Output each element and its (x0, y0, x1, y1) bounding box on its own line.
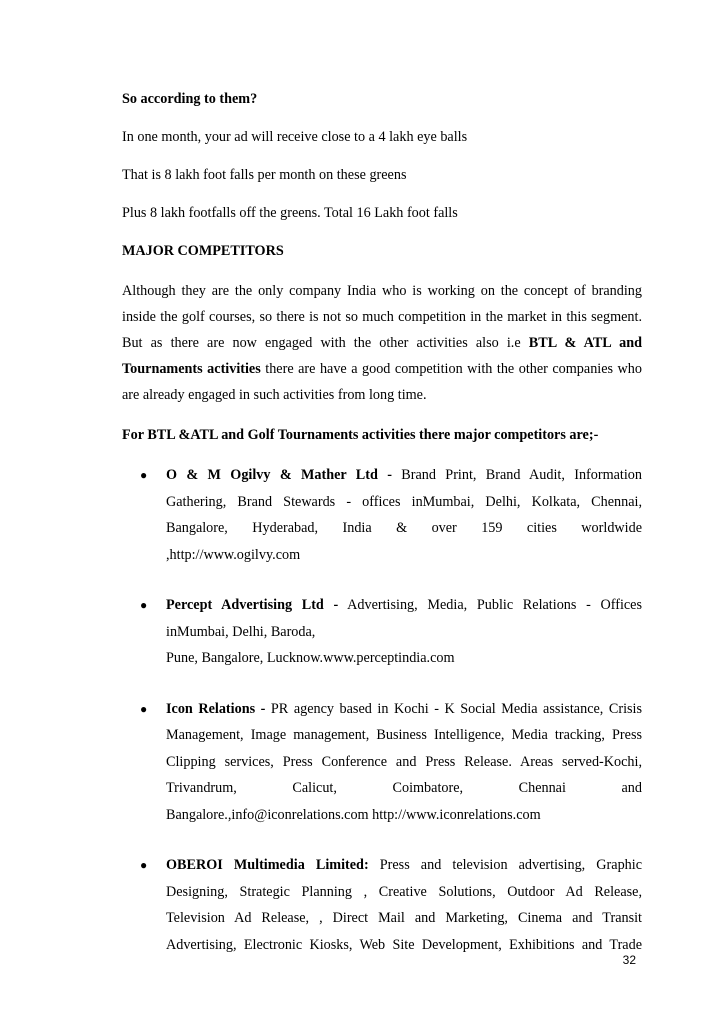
intro-line-2: That is 8 lakh foot falls per month on these greens (122, 167, 407, 183)
paragraph-text-1: Although they are the only company India who is working on the concept of branding inside the golf courses, so there is not so much competition in the market in this segment. But as there are now engaged with the other activities also i.e (122, 283, 642, 351)
item-text: Advertising, Media, Public Relations - Offices (338, 597, 642, 613)
list-item (122, 462, 642, 568)
item-first-line (166, 462, 642, 489)
bullet-icon: ● (140, 701, 148, 716)
section-heading: MAJOR COMPETITORS (122, 243, 284, 259)
list-item (122, 852, 642, 958)
item-line: Clipping services, Press Conference and Press Release. Areas served-Kochi, (166, 753, 642, 770)
item-line: ,http://www.ogilvy.com (166, 546, 301, 563)
intro-line-1: In one month, your ad will receive close to a 4 lakh eye balls (122, 129, 468, 145)
page-number: 32 (622, 953, 636, 967)
page-content (122, 88, 642, 982)
competitor-list (122, 462, 642, 958)
intro-question: So according to them? (122, 91, 258, 107)
item-line: Management, Image management, Business Intelligence, Media tracking, Press (166, 727, 642, 743)
list-heading: For BTL &ATL and Golf Tournaments activities there major competitors are;- (122, 427, 599, 443)
competitor-name: O & M Ogilvy & Mather Ltd - (166, 467, 392, 483)
competitors-paragraph (122, 278, 642, 408)
item-line: inMumbai, Delhi, Baroda, (166, 623, 316, 640)
bullet-icon: ● (140, 858, 148, 872)
item-first-line (166, 592, 642, 619)
list-item (122, 696, 642, 829)
item-first-line (166, 852, 642, 879)
paragraph-text-2: there are have a good competition with the other companies who are already engaged in such activities from long time. (122, 361, 642, 403)
item-text: Brand Print, Brand Audit, Information (391, 467, 642, 483)
bullet-icon: ● (140, 598, 148, 612)
item-line: Bangalore, Hyderabad, India & over 159 cities worldwide (166, 520, 642, 536)
item-first-line (166, 696, 642, 723)
item-line: Pune, Bangalore, Lucknow.www.perceptindia.com (166, 650, 455, 666)
intro-line-3: Plus 8 lakh footfalls off the greens. Total 16 Lakh foot falls (122, 205, 458, 221)
bullet-icon: ● (140, 468, 148, 482)
competitor-name: Icon Relations - (166, 700, 266, 717)
item-line: Television Ad Release, , Direct Mail and Marketing, Cinema and Transit (166, 910, 642, 926)
item-line: Designing, Strategic Planning , Creative Solutions, Outdoor Ad Release, (166, 883, 642, 900)
item-line: Bangalore.,info@iconrelations.com http://www.iconrelations.com (166, 806, 541, 823)
item-line: Advertising, Electronic Kiosks, Web Site Development, Exhibitions and Trade (166, 936, 642, 953)
item-text: PR agency based in Kochi - K Social Media assistance, Crisis (265, 700, 642, 717)
competitor-name: Percept Advertising Ltd - (166, 597, 339, 613)
list-item (122, 592, 642, 672)
paragraph-bold-text: BTL & ATL and Tournaments activities (122, 335, 642, 377)
item-text: Press and television advertising, Graphic (368, 857, 642, 873)
competitor-name: OBEROI Multimedia Limited: (166, 857, 369, 873)
item-line: Gathering, Brand Stewards - offices inMumbai, Delhi, Kolkata, Chennai, (166, 493, 642, 510)
item-line: Trivandrum, Calicut, Coimbatore, Chennai and (166, 780, 642, 796)
